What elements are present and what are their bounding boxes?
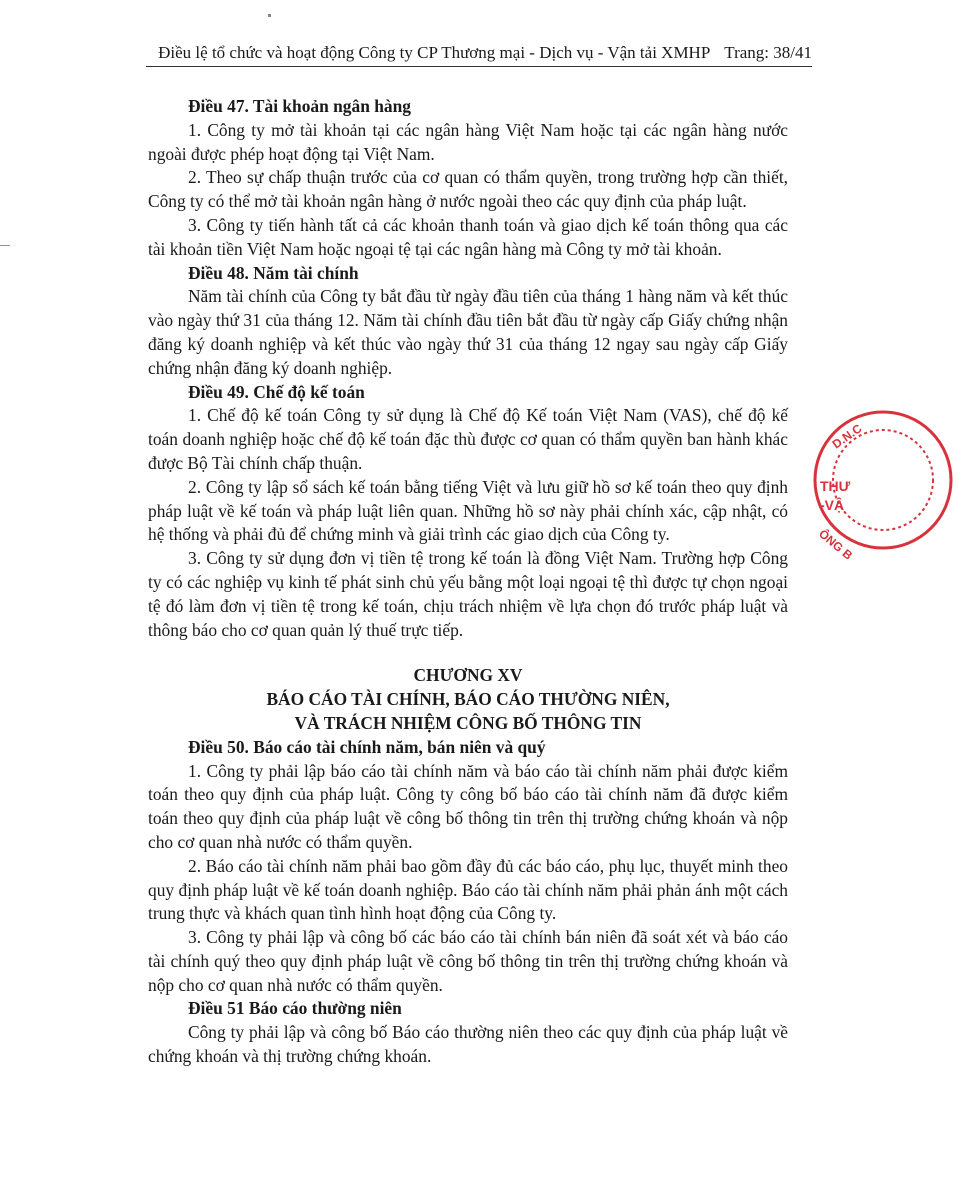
article-50-clause-1: 1. Công ty phải lập báo cáo tài chính năm và báo cáo tài chính năm phải được kiểm toán theo quy định của pháp luật. Công ty công bố báo cáo tài chính năm đã được kiểm toán theo quy định của pháp luật về công bố thông tin trên thị trường chứng khoán và nộp cho cơ quan nhà nước có thẩm quyền. xyxy=(148,760,788,852)
article-49-clause-3: 3. Công ty sử dụng đơn vị tiền tệ trong kế toán là đồng Việt Nam. Trường hợp Công ty có các nghiệp vụ kinh tế phát sinh chủ yếu bằng một loại ngoại tệ thì được tự chọn ngoại tệ đó làm đơn vị tiền tệ trong kế toán, chịu trách nhiệm về lựa chọn đó trước pháp luật và thông báo cho cơ quan quản lý thuế trực tiếp. xyxy=(148,548,788,640)
chapter-title-line-2: VÀ TRÁCH NHIỆM CÔNG BỐ THÔNG TIN xyxy=(294,712,642,733)
chapter-heading xyxy=(148,664,788,735)
article-51-clause-1: Công ty phải lập và công bố Báo cáo thường niên theo các quy định của pháp luật về chứng khoán và thị trường chứng khoán. xyxy=(148,1022,788,1067)
article-47-title: Điều 47. Tài khoản ngân hàng xyxy=(188,96,411,116)
company-seal-stamp xyxy=(808,405,958,563)
article-50-clause-3: 3. Công ty phải lập và công bố các báo cáo tài chính bán niên đã soát xét và báo cáo tài chính quý theo quy định pháp luật về công bố thông tin trên thị trường chứng khoán và nộp cho cơ quan nhà nước có thẩm quyền. xyxy=(148,927,788,995)
article-50-clause-2: 2. Báo cáo tài chính năm phải bao gồm đầy đủ các báo cáo, phụ lục, thuyết minh theo quy định pháp luật về kế toán doanh nghiệp. Báo cáo tài chính năm phải phản ánh một cách trung thực và khách quan tình hình hoạt động của Công ty. xyxy=(148,855,788,924)
seal-text-line-2: -VẬ xyxy=(820,497,845,513)
article-51-title: Điều 51 Báo cáo thường niên xyxy=(188,998,402,1019)
page-header xyxy=(146,42,812,67)
article-47-clause-2: 2. Theo sự chấp thuận trước của cơ quan có thẩm quyền, trong trường hợp cần thiết, Công ty có thể mở tài khoản ngân hàng ở nước ngoài theo các quy định của pháp luật. xyxy=(148,167,788,212)
chapter-number: CHƯƠNG XV xyxy=(413,665,523,686)
document-body xyxy=(148,95,788,1069)
header-title: Điều lệ tổ chức và hoạt động Công ty CP Thương mại - Dịch vụ - Vận tải XMHP xyxy=(158,43,711,62)
margin-mark xyxy=(0,245,10,246)
chapter-title-line-1: BÁO CÁO TÀI CHÍNH, BÁO CÁO THƯỜNG NIÊN, xyxy=(266,689,670,710)
article-49-clause-2: 2. Công ty lập sổ sách kế toán bằng tiếng Việt và lưu giữ hồ sơ kế toán theo quy định pháp luật về kế toán và pháp luật liên quan. Những hồ sơ này phải chính xác, cập nhật, có hệ thống và phải đủ để chứng minh và giải trình các giao dịch của Công ty. xyxy=(148,476,788,545)
article-49-title: Điều 49. Chế độ kế toán xyxy=(188,381,365,402)
page-number: Trang: 38/41 xyxy=(724,43,812,62)
seal-ring-text: D.N.C xyxy=(829,421,865,452)
seal-ring-text-bottom: ÔNG B xyxy=(816,526,856,563)
article-50-title: Điều 50. Báo cáo tài chính năm, bán niên và quý xyxy=(188,736,546,757)
seal-text-line-1: THƯ xyxy=(820,478,851,494)
article-49-clause-1: 1. Chế độ kế toán Công ty sử dụng là Chế độ Kế toán Việt Nam (VAS), chế độ kế toán doanh nghiệp hoặc chế độ kế toán đặc thù được cơ quan có thẩm quyền ban hành khác được Bộ Tài chính chấp thuận. xyxy=(148,405,788,473)
article-47-clause-1: 1. Công ty mở tài khoản tại các ngân hàng Việt Nam hoặc tại các ngân hàng nước ngoài được phép hoạt động tại Việt Nam. xyxy=(148,119,788,164)
article-48-title: Điều 48. Năm tài chính xyxy=(188,262,359,283)
scan-mark xyxy=(268,14,271,17)
article-47-clause-3: 3. Công ty tiến hành tất cả các khoản thanh toán và giao dịch kế toán thông qua các tài khoản tiền Việt Nam hoặc ngoại tệ tại các ngân hàng mà Công ty mở tài khoản. xyxy=(148,214,788,259)
article-48-clause-1: Năm tài chính của Công ty bắt đầu từ ngày đầu tiên của tháng 1 hàng năm và kết thúc vào ngày thứ 31 của tháng 12. Năm tài chính đầu tiên bắt đầu từ ngày cấp Giấy chứng nhận đăng ký doanh nghiệp và kết thúc vào ngày thứ 31 của tháng 12 ngay sau ngày cấp Giấy chứng nhận đăng ký doanh nghiệp. xyxy=(148,286,788,378)
